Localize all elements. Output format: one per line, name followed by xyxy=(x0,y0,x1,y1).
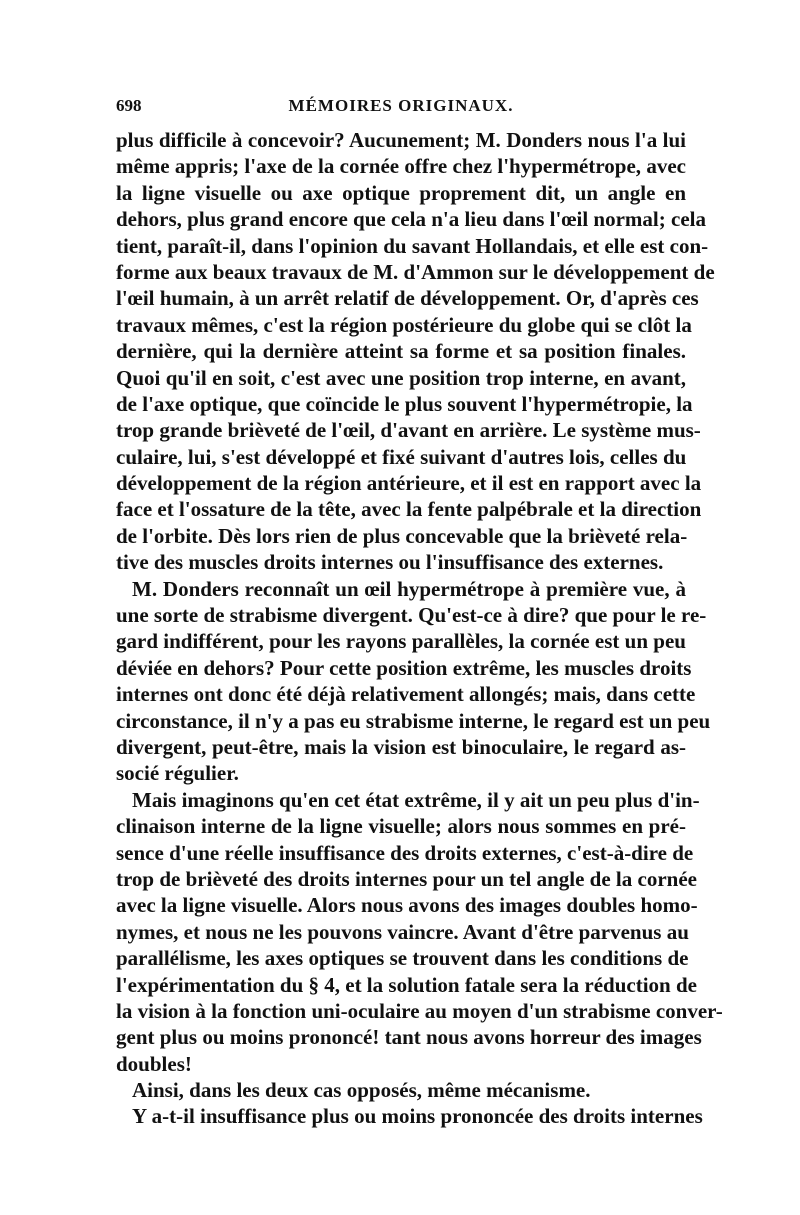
text-line: M. Donders reconnaît un œil hypermétrope à première vue, à xyxy=(132,576,686,601)
text-line: travaux mêmes, c'est la région postérieure du globe qui se clôt la xyxy=(116,312,692,337)
text-line: avec la ligne visuelle. Alors nous avons des images doubles homo- xyxy=(116,893,698,918)
text-line: trop de brièveté des droits internes pour un tel angle de la cornée xyxy=(116,866,697,891)
text-line: l'expérimentation du § 4, et la solution fatale sera la réduction de xyxy=(116,972,697,997)
text-line: trop grande brièveté de l'œil, d'avant en arrière. Le système mus- xyxy=(116,418,701,443)
text-line: divergent, peut-être, mais la vision est binoculaire, le regard as- xyxy=(116,734,686,759)
text-line: gard indifférent, pour les rayons parallèles, la cornée est un peu xyxy=(116,629,686,654)
body-text xyxy=(116,127,723,1130)
text-line: Y a-t-il insuffisance plus ou moins prononcée des droits internes xyxy=(132,1104,703,1129)
text-line: Mais imaginons qu'en cet état extrême, il y ait un peu plus d'in- xyxy=(132,787,700,812)
text-line: de l'axe optique, que coïncide le plus souvent l'hypermétropie, la xyxy=(116,391,693,416)
text-line: socié régulier. xyxy=(116,761,239,786)
text-line: l'œil humain, à un arrêt relatif de développement. Or, d'après ces xyxy=(116,286,699,311)
text-line: une sorte de strabisme divergent. Qu'est-ce à dire? que pour le re- xyxy=(116,603,707,628)
text-line: dehors, plus grand encore que cela n'a lieu dans l'œil normal; cela xyxy=(116,207,706,232)
text-line: Ainsi, dans les deux cas opposés, même mécanisme. xyxy=(132,1078,591,1103)
text-line: internes ont donc été déjà relativement allongés; mais, dans cette xyxy=(116,682,696,707)
text-line: de l'orbite. Dès lors rien de plus concevable que la brièveté rela- xyxy=(116,523,688,548)
running-title: MÉMOIRES ORIGINAUX. xyxy=(288,96,514,115)
text-line: la ligne visuelle ou axe optique proprement dit, un angle en xyxy=(116,180,686,205)
text-line: tive des muscles droits internes ou l'insuffisance des externes. xyxy=(116,550,664,575)
text-line: tient, paraît-il, dans l'opinion du savant Hollandais, et elle est con- xyxy=(116,233,709,258)
text-line: sence d'une réelle insuffisance des droits externes, c'est-à-dire de xyxy=(116,840,694,865)
text-line: parallélisme, les axes optiques se trouvent dans les conditions de xyxy=(116,946,689,971)
text-line: plus difficile à concevoir? Aucunement; M. Donders nous l'a lui xyxy=(116,128,686,152)
page-number: 698 xyxy=(116,96,142,115)
text-line: forme aux beaux travaux de M. d'Ammon sur le développement de xyxy=(116,259,715,284)
text-line: dernière, qui la dernière atteint sa forme et sa position finales. xyxy=(116,339,686,364)
page-header xyxy=(116,96,686,122)
text-line: même appris; l'axe de la cornée offre chez l'hypermétrope, avec xyxy=(116,154,686,179)
text-line: la vision à la fonction uni-oculaire au moyen d'un strabisme conver- xyxy=(116,998,723,1023)
text-line: doubles! xyxy=(116,1051,192,1076)
text-line: nymes, et nous ne les pouvons vaincre. Avant d'être parvenus au xyxy=(116,919,689,944)
text-line: clinaison interne de la ligne visuelle; alors nous sommes en pré- xyxy=(116,814,686,839)
text-line: déviée en dehors? Pour cette position extrême, les muscles droits xyxy=(116,655,692,680)
text-line: face et l'ossature de la tête, avec la fente palpébrale et la direction xyxy=(116,497,702,522)
text-line: Quoi qu'il en soit, c'est avec une position trop interne, en avant, xyxy=(116,365,686,390)
text-line: développement de la région antérieure, et il est en rapport avec la xyxy=(116,471,702,496)
text-line: gent plus ou moins prononcé! tant nous avons horreur des images xyxy=(116,1025,702,1050)
text-line: culaire, lui, s'est développé et fixé suivant d'autres lois, celles du xyxy=(116,444,687,469)
text-line: circonstance, il n'y a pas eu strabisme interne, le regard est un peu xyxy=(116,708,711,733)
